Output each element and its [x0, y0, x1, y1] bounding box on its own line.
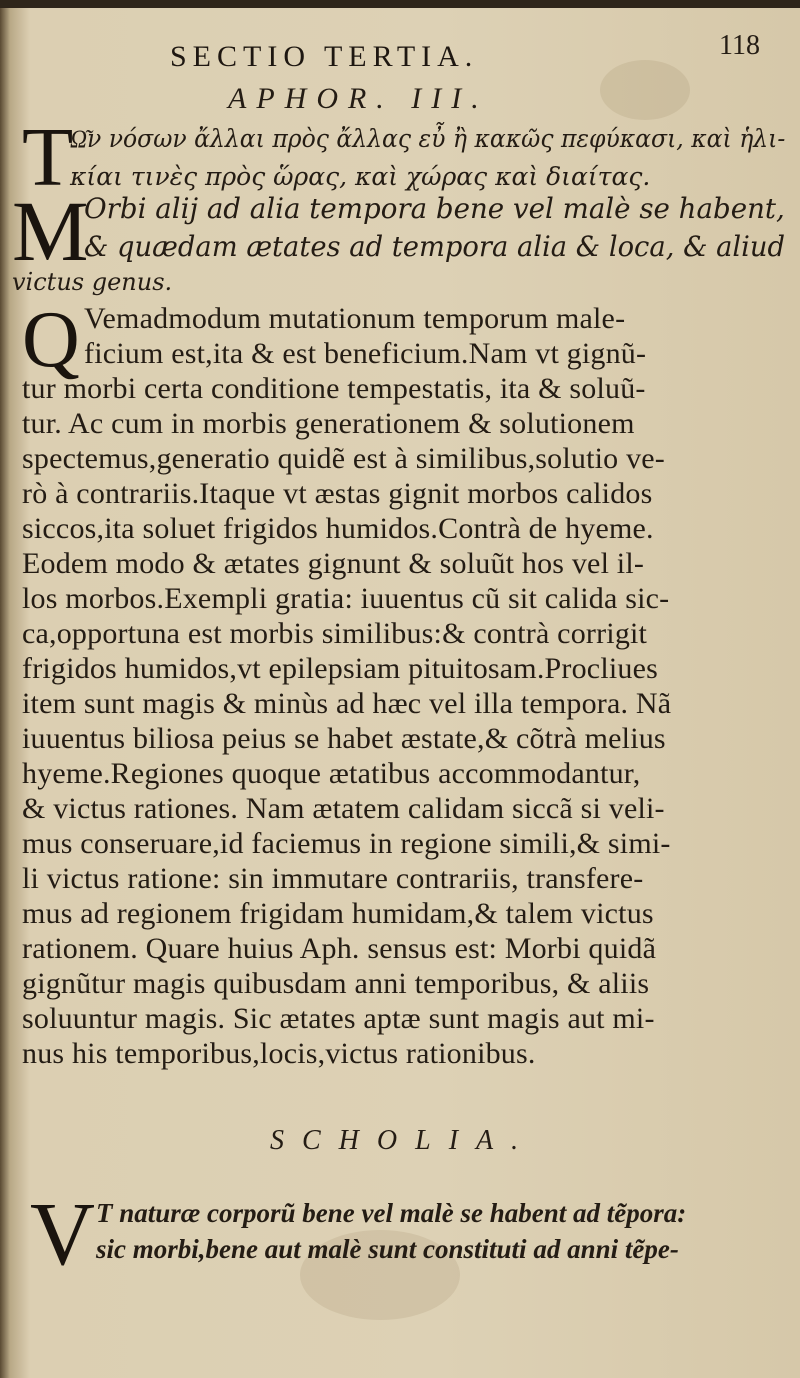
commentary-line: & victus rationes. Nam ætatem calidam siccã si veli-: [22, 792, 665, 825]
drop-cap: T: [22, 111, 74, 204]
scholia-line: T naturæ corporũ bene vel malè se habent ad tẽpora:: [96, 1198, 687, 1228]
commentary-line: mus conseruare,id faciemus in regione simili,& simi-: [22, 827, 671, 860]
drop-cap: Q: [22, 296, 80, 384]
aphorism-heading: APHOR. III.: [228, 82, 489, 115]
commentary-line: nus his temporibus,locis,victus rationibus.: [22, 1037, 536, 1070]
commentary-line: tur. Ac cum in morbis generationem & solutionem: [22, 407, 635, 440]
greek-line: κίαι τινὲς πρὸς ὥρας, καὶ χώρας καὶ διαίτας.: [70, 162, 651, 191]
page-header: [170, 30, 760, 73]
latin-line: victus genus.: [12, 268, 173, 296]
commentary-line: Vemadmodum mutationum temporum male-: [84, 302, 626, 335]
commentary-line: soluuntur magis. Sic ætates aptæ sunt magis aut mi-: [22, 1002, 655, 1035]
scholia-heading: SCHOLIA.: [270, 1125, 537, 1156]
page-number: 118: [719, 30, 760, 61]
latin-line: Orbi alij ad alia tempora bene vel malè se habent,: [84, 192, 785, 225]
running-head: SECTIO TERTIA.: [170, 40, 479, 73]
commentary-line: rò à contrariis.Itaque vt æstas gignit morbos calidos: [22, 477, 653, 510]
commentary-line: spectemus,generatio quidẽ est à similibus,solutio ve-: [22, 442, 665, 475]
commentary-line: Eodem modo & ætates gignunt & soluũt hos vel il-: [22, 547, 645, 580]
greek-line: Ω͂ν νόσων ἄλλαι πρὸς ἄλλας εὖ ἢ κακῶς πεφύκασι, καὶ ἡλι-: [70, 124, 786, 153]
commentary-line: iuuentus biliosa peius se habet æstate,& cõtrà melius: [22, 722, 666, 755]
commentary-line: ca,opportuna est morbis similibus:& contrà corrigit: [22, 617, 648, 650]
commentary-line: hyeme.Regiones quoque ætatibus accommodantur,: [22, 757, 641, 790]
commentary-line: mus ad regionem frigidam humidam,& talem victus: [22, 897, 654, 930]
scholia-line: sic morbi,bene aut malè sunt constituti ad anni tẽpe-: [96, 1234, 679, 1264]
commentary-line: gignũtur magis quibusdam anni temporibus, & aliis: [22, 967, 650, 1000]
commentary-line: frigidos humidos,vt epilepsiam pituitosam.Procliues: [22, 652, 658, 685]
commentary-line: item sunt magis & minùs ad hæc vel illa tempora. Nã: [22, 687, 672, 720]
commentary-line: rationem. Quare huius Aph. sensus est: Morbi quidã: [22, 932, 657, 965]
commentary-line: tur morbi certa conditione tempestatis, ita & soluũ-: [22, 372, 646, 405]
drop-cap: M: [12, 183, 89, 279]
latin-line: & quædam ætates ad tempora alia & loca, & aliud: [84, 230, 786, 263]
commentary-line: ficium est,ita & est beneficium.Nam vt gignũ-: [84, 337, 647, 370]
commentary-line: li victus ratione: sin immutare contrariis, transfere-: [22, 862, 644, 895]
drop-cap: V: [30, 1185, 95, 1284]
page-top-edge: [0, 0, 800, 8]
commentary-line: los morbos.Exempli gratia: iuuentus cũ sit calida sic-: [22, 582, 670, 615]
commentary-line: siccos,ita soluet frigidos humidos.Contrà de hyeme.: [22, 512, 654, 545]
